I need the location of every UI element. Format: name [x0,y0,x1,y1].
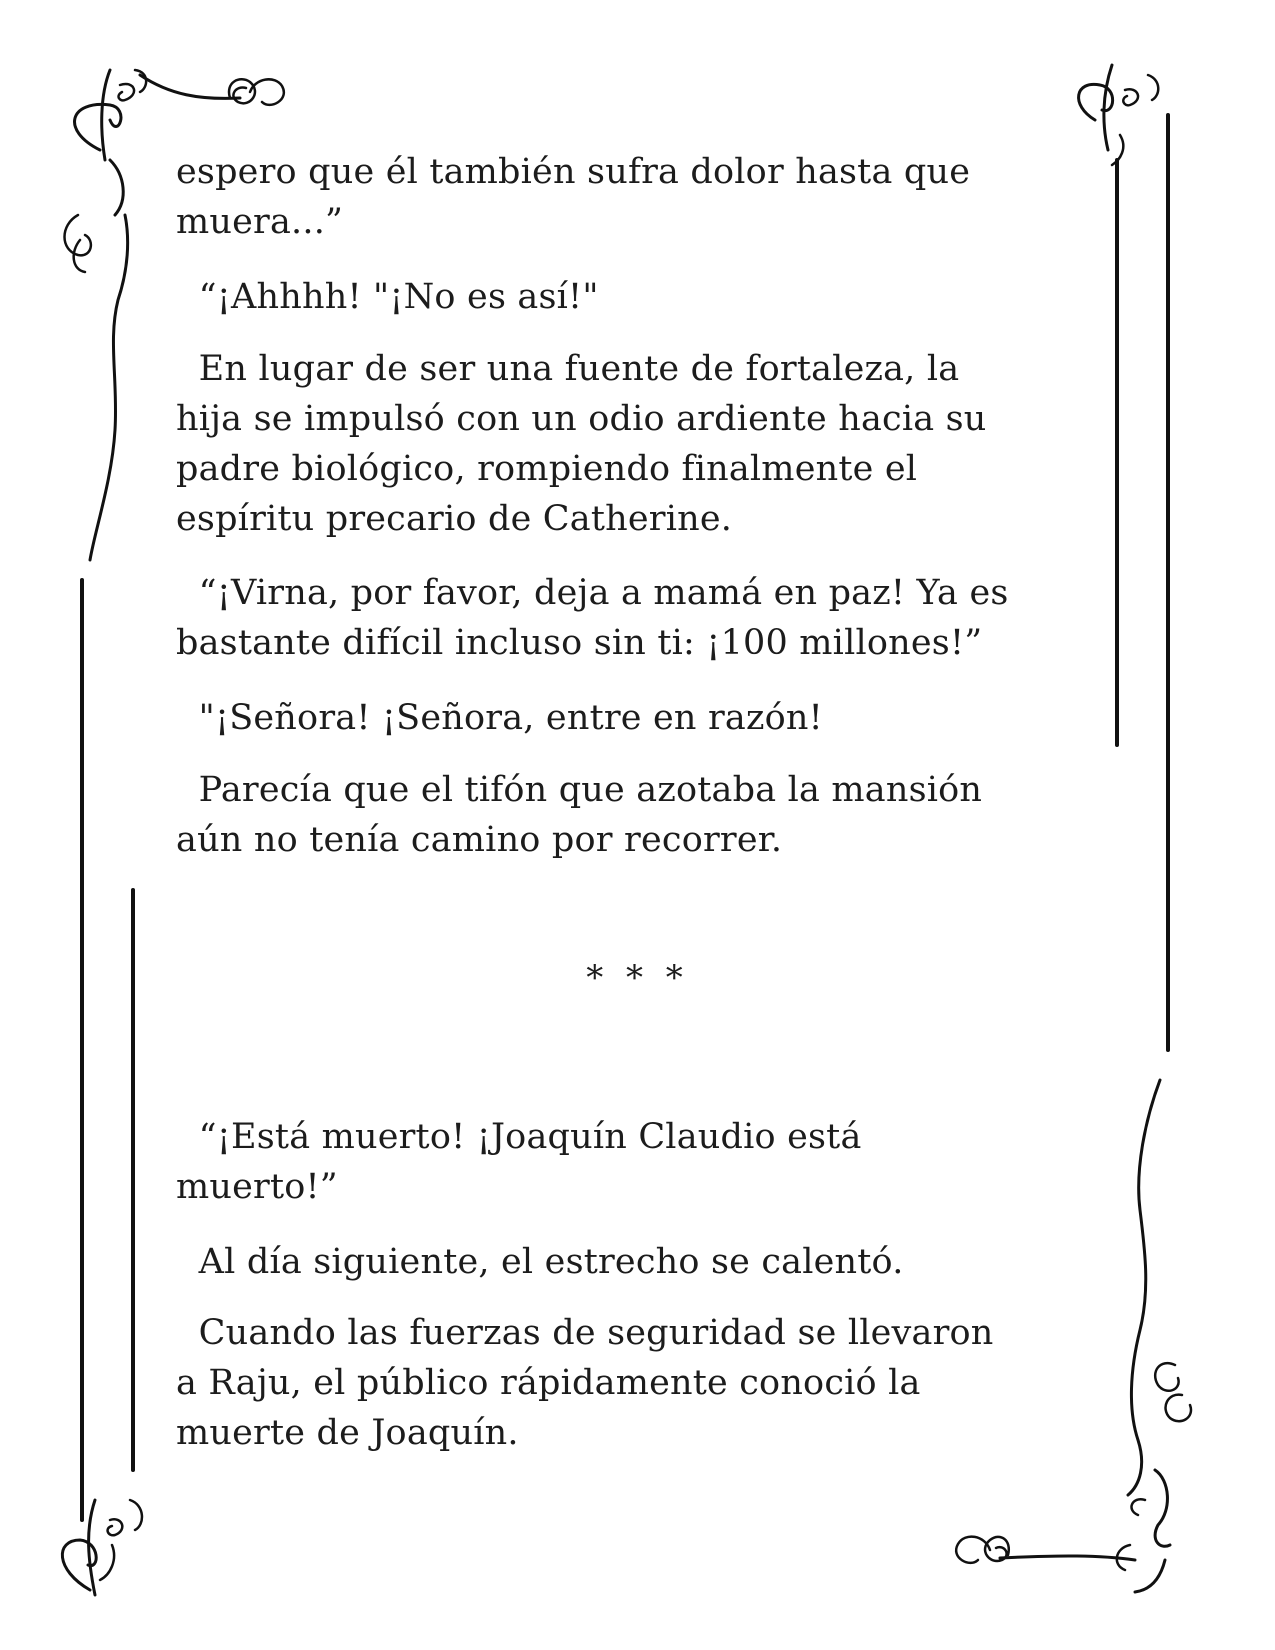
paragraph-1: espero que él también sufra dolor hasta que muera...” [176,152,971,242]
paragraph-9: Cuando las fuerzas de seguridad se llevaron a Raju, el público rápidamente conoció la muerte de Joaquín. [176,1313,994,1453]
section-separator: * * * [586,958,689,998]
paragraph-6: Parecía que el tifón que azotaba la mansión aún no tenía camino por recorrer. [176,770,983,860]
top-right-flourish-ornament [1079,65,1159,165]
paragraph-3: En lugar de ser una fuente de fortaleza, la hija se impulsó con un odio ardiente hacia su padre biológico, rompiendo finalmente el espíritu precario de Catherine. [176,349,987,539]
paragraph-4: “¡Virna, por favor, deja a mamá en paz! Ya es bastante difícil incluso sin ti: ¡100 millones!” [176,573,1009,663]
paragraph-7: “¡Está muerto! ¡Joaquín Claudio está muerto!” [176,1117,862,1207]
paragraph-2: “¡Ahhhh! "¡No es así!" [176,277,599,317]
paragraph-8: Al día siguiente, el estrecho se calentó. [176,1242,904,1282]
paragraph-5: "¡Señora! ¡Señora, entre en razón! [176,698,823,738]
bottom-left-flourish-ornament [62,1500,142,1595]
